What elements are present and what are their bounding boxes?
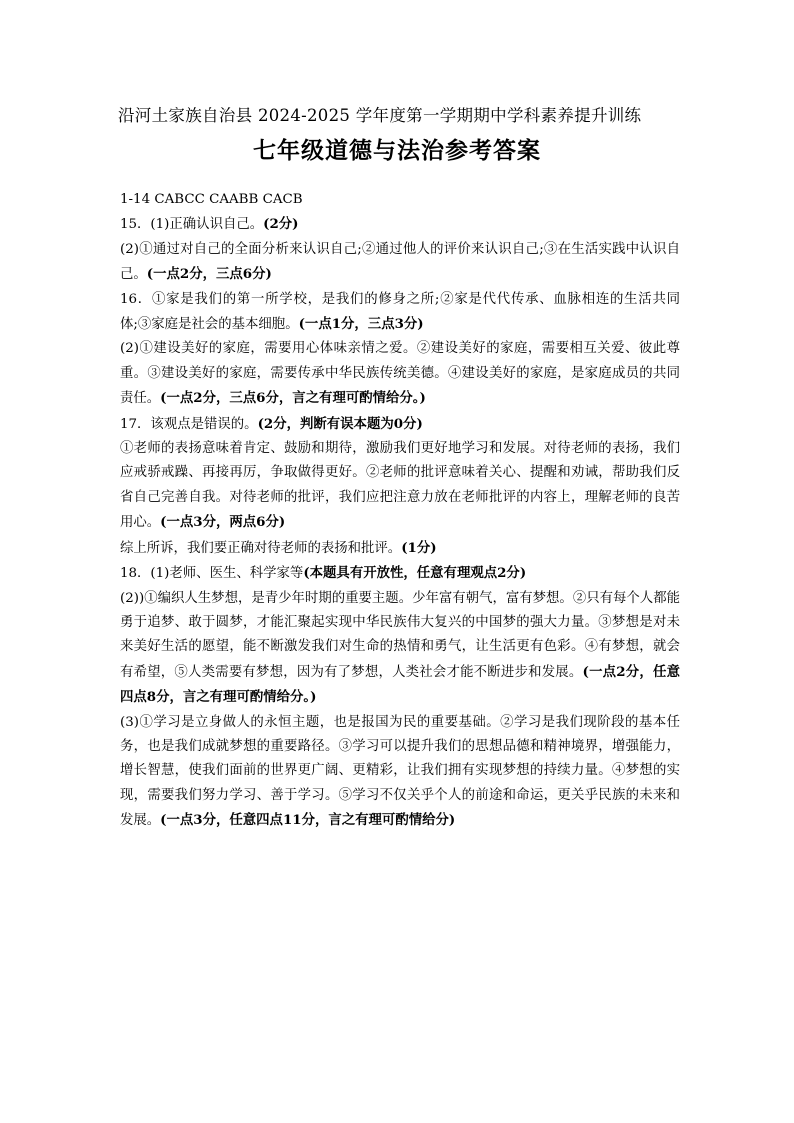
answer-q15-part1: [120, 212, 680, 237]
score-note: (本题具有开放性，任意有理观点2分): [303, 565, 527, 582]
answer-text: 15．(1)正确认识自己。: [120, 217, 264, 233]
answer-q15-part2: [120, 238, 680, 288]
answer-q18-part1: [120, 561, 680, 586]
score-note: (2分，判断有误本题为0分): [257, 415, 423, 432]
answer-text: 16．①家是我们的第一所学校，是我们的修身之所;②家是代代传承、血脉相连的生活共同体;③家庭是社会的基本细胞。: [120, 291, 680, 333]
answer-text: (2)①建设美好的家庭，需要用心体味亲情之爱。②建设美好的家庭，需要相互关爱、彼此尊重。③建设美好的家庭，需要传承中华民族传统美德。④建设美好的家庭，是家庭成员的共同责任。: [120, 341, 680, 407]
choice-answers: 1-14 CABCC CAABB CACB: [120, 192, 303, 207]
answer-text: (2)①通过对自己的全面分析来认识自己;②通过他人的评价来认识自己;③在生活实践中认识自己。: [120, 241, 680, 283]
answer-q18-part2: [120, 587, 680, 711]
answer-text: (2))①编织人生梦想，是青少年时期的重要主题。少年富有朝气，富有梦想。②只有每个人都能勇于追梦、敢于圆梦，才能汇聚起实现中华民族伟大复兴的中国梦的强大力量。③梦想是对未来美好生活的愿望，能不断激发我们对生命的热情和勇气，让生活更有色彩。④有梦想，就会有希望，⑤人类需要有梦想，因为有了梦想，人类社会才能不断进步和发展。: [120, 590, 680, 680]
score-note: (一点3分，两点6分): [160, 514, 286, 531]
answer-q17-judgement: [120, 412, 680, 437]
answer-q16-part1: [120, 288, 680, 338]
answer-q18-part3: [120, 711, 680, 834]
exam-subtitle: 沿河土家族自治县 2024-2025 学年度第一学期期中学科素养提升训练: [118, 106, 642, 125]
answer-text: ①老师的表扬意味着肯定、鼓励和期待，激励我们更好地学习和发展。对待老师的表扬，我们应戒骄戒躁、再接再厉，争取做得更好。②老师的批评意味着关心、提醒和劝诫，帮助我们反省自己完善自我。对待老师的批评，我们应把注意力放在老师批评的内容上，理解老师的良苦用心。: [120, 441, 680, 531]
page-title: 七年级道德与法治参考答案: [253, 138, 541, 164]
answer-text: 综上所诉，我们要正确对待老师的表扬和批评。: [120, 540, 402, 556]
answer-q16-part2: [120, 337, 680, 411]
answer-text: (3)①学习是立身做人的永恒主题，也是报国为民的重要基础。②学习是我们现阶段的基本任务，也是我们成就梦想的重要路径。③学习可以提升我们的思想品德和精神境界，增强能力，增长智慧，使我们面前的世界更广阔、更精彩，让我们拥有实现梦想的持续力量。④梦想的实现，需要我们努力学习、善于学习。⑤学习不仅关乎个人的前途和命运，更关乎民族的未来和发展。: [120, 714, 680, 829]
score-note: (一点2分，任意四点8分，言之有理可酌情给分。): [120, 663, 681, 706]
answer-q17-conclusion: [120, 536, 680, 561]
answer-content: [120, 188, 680, 834]
score-note: (2分): [263, 216, 299, 233]
answer-q17-reasons: [120, 437, 680, 536]
answer-text: 18．(1)老师、医生、科学家等: [120, 566, 304, 582]
score-note: (一点2分，三点6分，言之有理可酌情给分。): [160, 390, 426, 407]
score-note: (一点3分，任意四点11分，言之有理可酌情给分): [160, 812, 456, 829]
score-note: (1分): [401, 539, 437, 556]
score-note: (一点1分，三点3分): [298, 316, 424, 333]
answer-text: 17．该观点是错误的。: [120, 416, 258, 432]
score-note: (一点2分，三点6分): [146, 266, 272, 283]
